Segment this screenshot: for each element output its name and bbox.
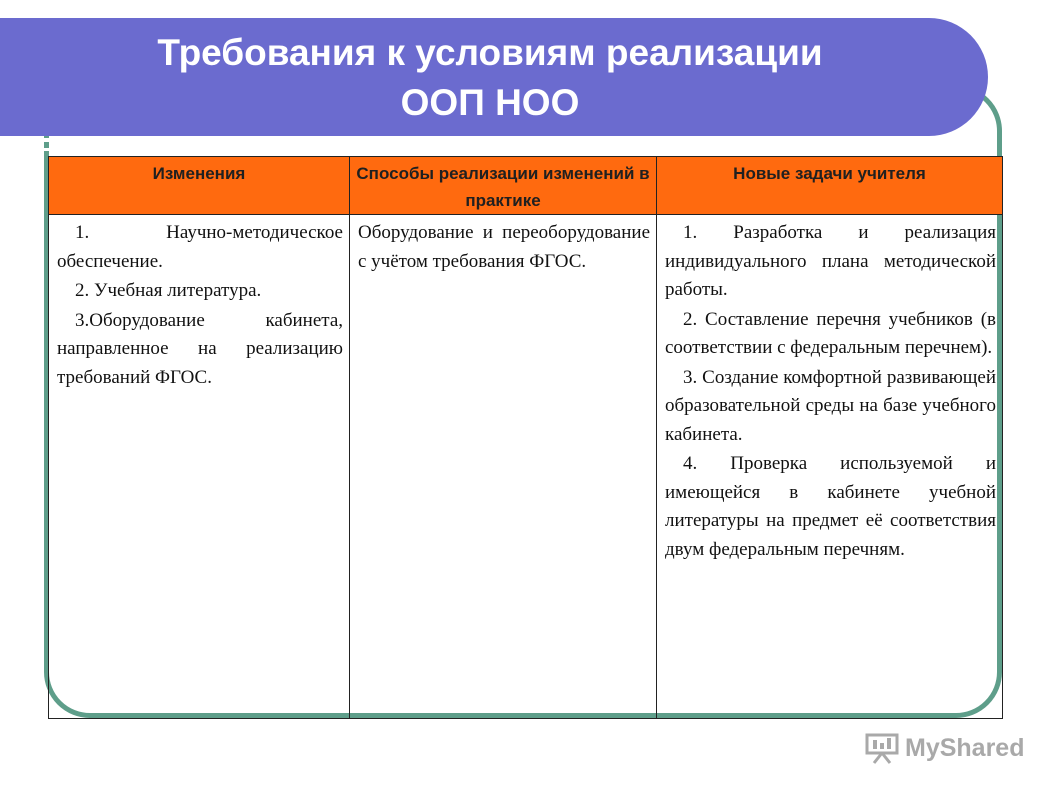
cell-teacher-tasks xyxy=(657,215,1003,719)
table-row xyxy=(49,215,1003,719)
projector-screen-icon xyxy=(865,732,899,764)
list-item: 2. Составление перечня учебников (в соответствии с федеральным перечнем). xyxy=(665,308,996,358)
banner-divider xyxy=(0,138,935,142)
header-teacher-tasks: Новые задачи учителя xyxy=(657,157,1003,215)
list-item: 3. Создание комфортной развивающей образовательной среды на базе учебного кабинета. xyxy=(665,366,996,445)
list-item: 1. Научно-методическое обеспечение. xyxy=(57,222,343,272)
slide-title-line2: ООП НОО xyxy=(400,82,580,123)
table-header-row xyxy=(49,157,1003,215)
header-changes: Изменения xyxy=(49,157,350,215)
list-item: Оборудование и переоборудование с учётом требования ФГОС. xyxy=(358,222,650,272)
cell-methods xyxy=(350,215,657,719)
watermark-text: MyShared xyxy=(905,733,1025,762)
list-item: 4. Проверка используемой и имеющейся в кабинете учебной литературы на предмет её соответствия двум федеральным перечням. xyxy=(665,453,996,560)
header-methods: Способы реализации изменений в практике xyxy=(350,157,657,215)
cell-changes xyxy=(49,215,350,719)
slide-title-line1: Требования к условиям реализации xyxy=(157,32,823,73)
list-item: 2. Учебная литература. xyxy=(75,280,262,301)
requirements-table xyxy=(48,156,1003,719)
list-item: 1. Разработка и реализация индивидуального плана методической работы. xyxy=(665,222,996,300)
banner-divider-thin xyxy=(0,148,600,151)
myshared-watermark xyxy=(865,731,1024,765)
list-item: 3.Оборудование кабинета, направленное на реализацию требований ФГОС. xyxy=(57,309,343,388)
